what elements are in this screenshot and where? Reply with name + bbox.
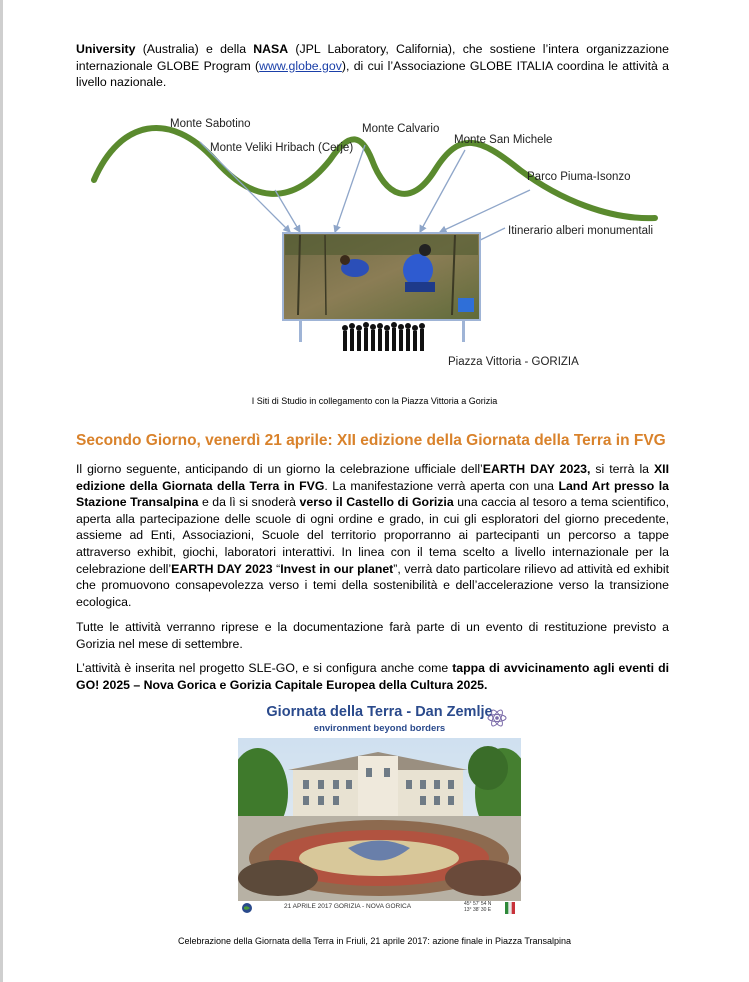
label-itinerario: Itinerario alberi monumentali [508, 225, 654, 237]
arrow-veliki [275, 190, 300, 232]
study-sites-diagram [0, 100, 749, 385]
p3-bold-1: tappa di avvicinamento agli eventi di GO! 2025 – Nova Gorica e Gorizia Capitale Europea della Cultura 2025. [76, 661, 669, 692]
p1-bold-1: EARTH DAY 2023, [482, 462, 591, 476]
figure-caption-1: I Siti di Studio in collegamento con la Piazza Vittoria a Gorizia [251, 396, 498, 406]
globe-link[interactable]: www.globe.gov [259, 58, 342, 73]
poster-title: Giornata della Terra - Dan Zemlje [266, 704, 493, 720]
label-piazza: Piazza Vittoria - GORIZIA [448, 356, 579, 368]
intro-text-3: ), di cui l’Associazione GLOBE ITALIA coordina le attività a livello nazionale. [76, 58, 669, 90]
crowd-silhouette [342, 322, 425, 351]
intro-paragraph [76, 41, 669, 91]
coord-lon: 13° 38' 30 E [464, 907, 492, 913]
earth-day-poster [238, 704, 521, 915]
paragraph-sle-go [76, 660, 669, 693]
label-veliki: Monte Veliki Hribach (Cerje) [210, 142, 354, 154]
p1-text-5: una caccia al tesoro a tema scientifico, aperta alla partecipazione delle scuole di ogni ordine e grado, in cui gli esploratori del giorno precedente, assieme ad Enti, Associazioni, Scuole del territorio proporranno ai partecipanti un percorso a tappe attraverso exhibit, giochi, laboratori interattivi. In linea con il tema scelto a livello internazionale per la celebrazione dell’ [76, 495, 670, 576]
intro-text-2: (JPL Laboratory, California), che sostiene l’intera organizzazione internazionale GLOBE Program ( [76, 42, 669, 73]
poster-date-place: 21 APRILE 2017 GORIZIA - NOVA GORICA [284, 903, 412, 910]
p1-bold-4: verso il Castello di Gorizia [299, 495, 454, 510]
flag-logo-icon [503, 901, 517, 915]
nasa-bold: NASA [253, 42, 289, 56]
intro-text-1: (Australia) e della [135, 42, 254, 56]
atom-logo-icon [486, 707, 508, 729]
p1-text-7: ”, verrà dato particolare rilievo ad attività ed exhibit che promuovono consapevolezza verso i temi della sostenibilità e dell’accelerazione verso la transizione ecologica. [76, 561, 669, 609]
globe-logo-icon [241, 902, 253, 914]
paragraph-documentation: Tutte le attività verranno riprese e la documentazione farà parte di un evento di restituzione previsto a Gorizia nel mese di settembre. [76, 620, 669, 651]
p1-text-1: Il giorno seguente, anticipando di un giorno la celebrazione ufficiale dell’ [76, 462, 483, 476]
p1-bold-6: Invest in our planet [280, 561, 394, 576]
p1-text-3: . La manifestazione verrà aperta con una [324, 478, 559, 493]
p1-bold-3: Land Art presso la Stazione Transalpina [76, 478, 669, 510]
label-calvario: Monte Calvario [362, 123, 440, 135]
poster-subtitle: environment beyond borders [313, 723, 446, 734]
poster-coordinates [464, 901, 491, 913]
label-sabotino: Monte Sabotino [170, 118, 251, 130]
arrow-sabotino [200, 142, 290, 232]
university-bold: University [76, 42, 136, 56]
p1-text-6: “ [272, 561, 281, 576]
figure-caption-2: Celebrazione della Giornata della Terra in Friuli, 21 aprile 2017: azione finale in Piazza Transalpina [177, 936, 572, 946]
section-heading: Secondo Giorno, venerdì 21 aprile: XII edizione della Giornata della Terra in FVG [76, 432, 666, 449]
coord-lat: 45° 57' 54 N [464, 901, 492, 907]
p1-text-4: e da lì si snoderà [198, 495, 300, 510]
label-san-michele: Monte San Michele [454, 134, 553, 146]
crowd-photo [238, 738, 521, 901]
poster-footer [238, 901, 521, 915]
p3-text-1: L’attività è inserita nel progetto SLE-GO, e si configura anche come [76, 661, 453, 675]
paragraph-earth-day [76, 461, 669, 610]
p1-text-2: si terrà la [590, 462, 654, 476]
arrow-calvario [335, 145, 365, 232]
label-parco: Parco Piuma-Isonzo [527, 171, 631, 183]
p1-bold-5: EARTH DAY 2023 [171, 561, 273, 576]
p1-bold-2: XII edizione della Giornata della Terra in FVG [76, 462, 670, 493]
